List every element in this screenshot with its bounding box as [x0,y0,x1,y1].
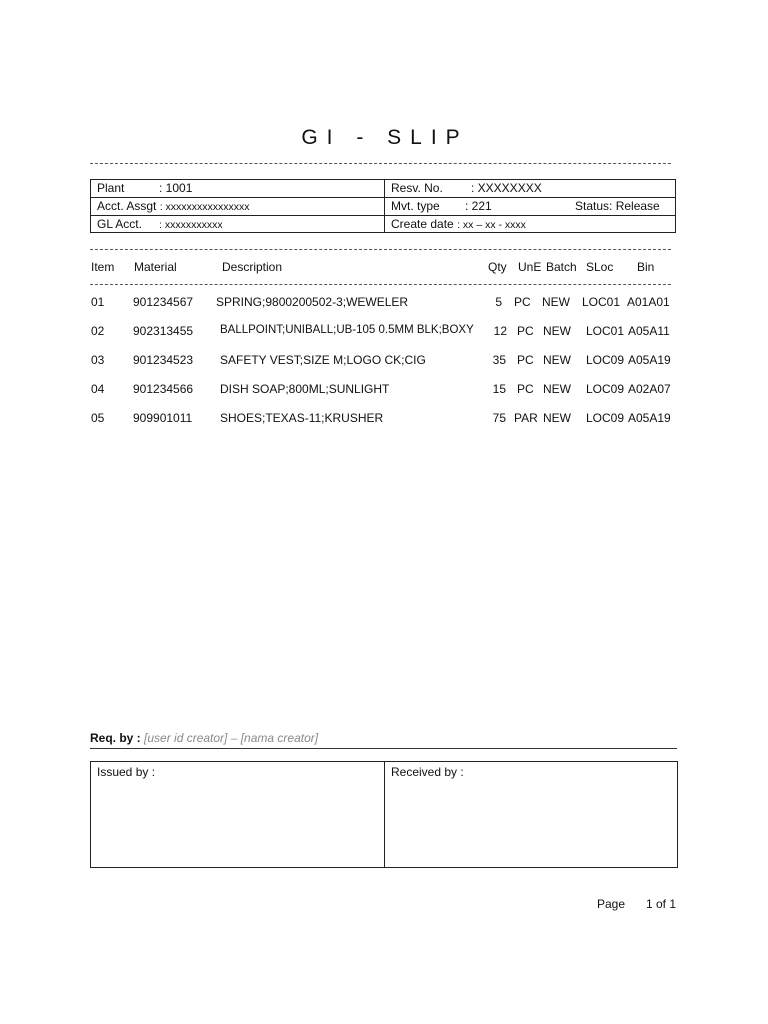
row-item: 04 [91,382,105,396]
mvt-type-label: Mvt. type [391,199,440,213]
row-batch: NEW [543,382,571,396]
col-qty: Qty [488,260,507,274]
dashed-divider [90,284,671,285]
row-item: 02 [91,324,105,338]
col-material: Material [134,260,177,274]
row-batch: NEW [543,353,571,367]
row-sloc: LOC09 [586,382,625,396]
status-value: Release [615,199,660,213]
acct-assgt-label: Acct. Assgt [97,199,157,213]
dashed-divider [90,163,671,164]
create-date-field [391,216,526,234]
status-label: Status: [575,199,613,213]
resv-no-value: : XXXXXXXX [471,181,542,195]
row-sloc: LOC09 [586,411,625,425]
row-material: 909901011 [133,411,193,425]
row-description: SHOES;TEXAS-11;KRUSHER [220,411,384,425]
row-sloc: LOC01 [586,324,625,338]
create-date-label: Create date [391,217,454,231]
row-une: PAR [514,411,538,425]
row-batch: NEW [543,411,571,425]
acct-assgt-value: : xxxxxxxxxxxxxxxx [159,201,250,213]
received-by-label: Received by : [391,765,464,779]
col-sloc: SLoc [586,260,614,274]
row-material: 901234523 [133,353,194,367]
row-qty: 35 [492,353,506,367]
col-batch: Batch [546,260,577,274]
page-label: Page [597,897,626,911]
row-description: BALLPOINT;UNIBALL;UB-105 0.5MM BLK;BOXY [220,324,474,336]
document-title: GI - SLIP [301,126,469,149]
plant-field [97,180,192,197]
signature-divider [384,762,385,867]
row-bin: A02A07 [628,382,671,396]
issued-by-label: Issued by : [97,765,156,779]
mvt-type-value: : 221 [465,199,492,213]
create-date-value: : xx – xx - xxxx [457,219,526,231]
gl-acct-field [97,216,223,234]
col-une: UnE [518,260,542,274]
row-sloc: LOC01 [582,295,621,309]
mvt-type-field [391,198,492,215]
requested-by [90,731,318,745]
page-number: 1 of 1 [646,897,677,911]
requested-by-value: [user id creator] – [nama creator] [144,731,319,745]
header-column-divider [384,180,385,232]
row-qty: 75 [492,411,506,425]
divider-line [90,748,677,749]
acct-assgt-field [97,198,250,216]
row-item: 05 [91,411,105,425]
row-material: 902313455 [133,324,194,338]
row-sloc: LOC09 [586,353,625,367]
row-bin: A05A19 [628,353,671,367]
signature-box [90,761,678,868]
row-qty: 15 [492,382,506,396]
row-material: 901234567 [133,295,194,309]
col-bin: Bin [637,260,655,274]
row-bin: A05A19 [628,411,671,425]
row-qty: 12 [493,324,507,338]
col-item: Item [91,260,115,274]
row-material: 901234566 [133,382,194,396]
row-qty: 5 [495,295,502,309]
row-batch: NEW [543,324,571,338]
row-item: 01 [91,295,105,309]
row-item: 03 [91,353,105,367]
gl-acct-value: : xxxxxxxxxxx [159,219,223,231]
plant-label: Plant [97,181,125,195]
gl-acct-label: GL Acct. [97,217,142,231]
row-bin: A05A11 [628,324,670,338]
row-bin: A01A01 [627,295,670,309]
header-box [90,179,676,233]
dashed-divider [90,249,671,250]
row-une: PC [517,353,534,367]
resv-no-field [391,180,542,197]
row-une: PC [517,324,534,338]
requested-by-label: Req. by : [90,731,141,745]
row-une: PC [514,295,531,309]
row-une: PC [517,382,534,396]
plant-value: : 1001 [159,181,193,195]
row-batch: NEW [542,295,570,309]
status-field [575,198,660,215]
row-description: SAFETY VEST;SIZE M;LOGO CK;CIG [220,353,426,367]
resv-no-label: Resv. No. [391,181,443,195]
col-description: Description [222,260,283,274]
row-description: DISH SOAP;800ML;SUNLIGHT [220,382,390,396]
row-description: SPRING;9800200502-3;WEWELER [216,295,409,309]
